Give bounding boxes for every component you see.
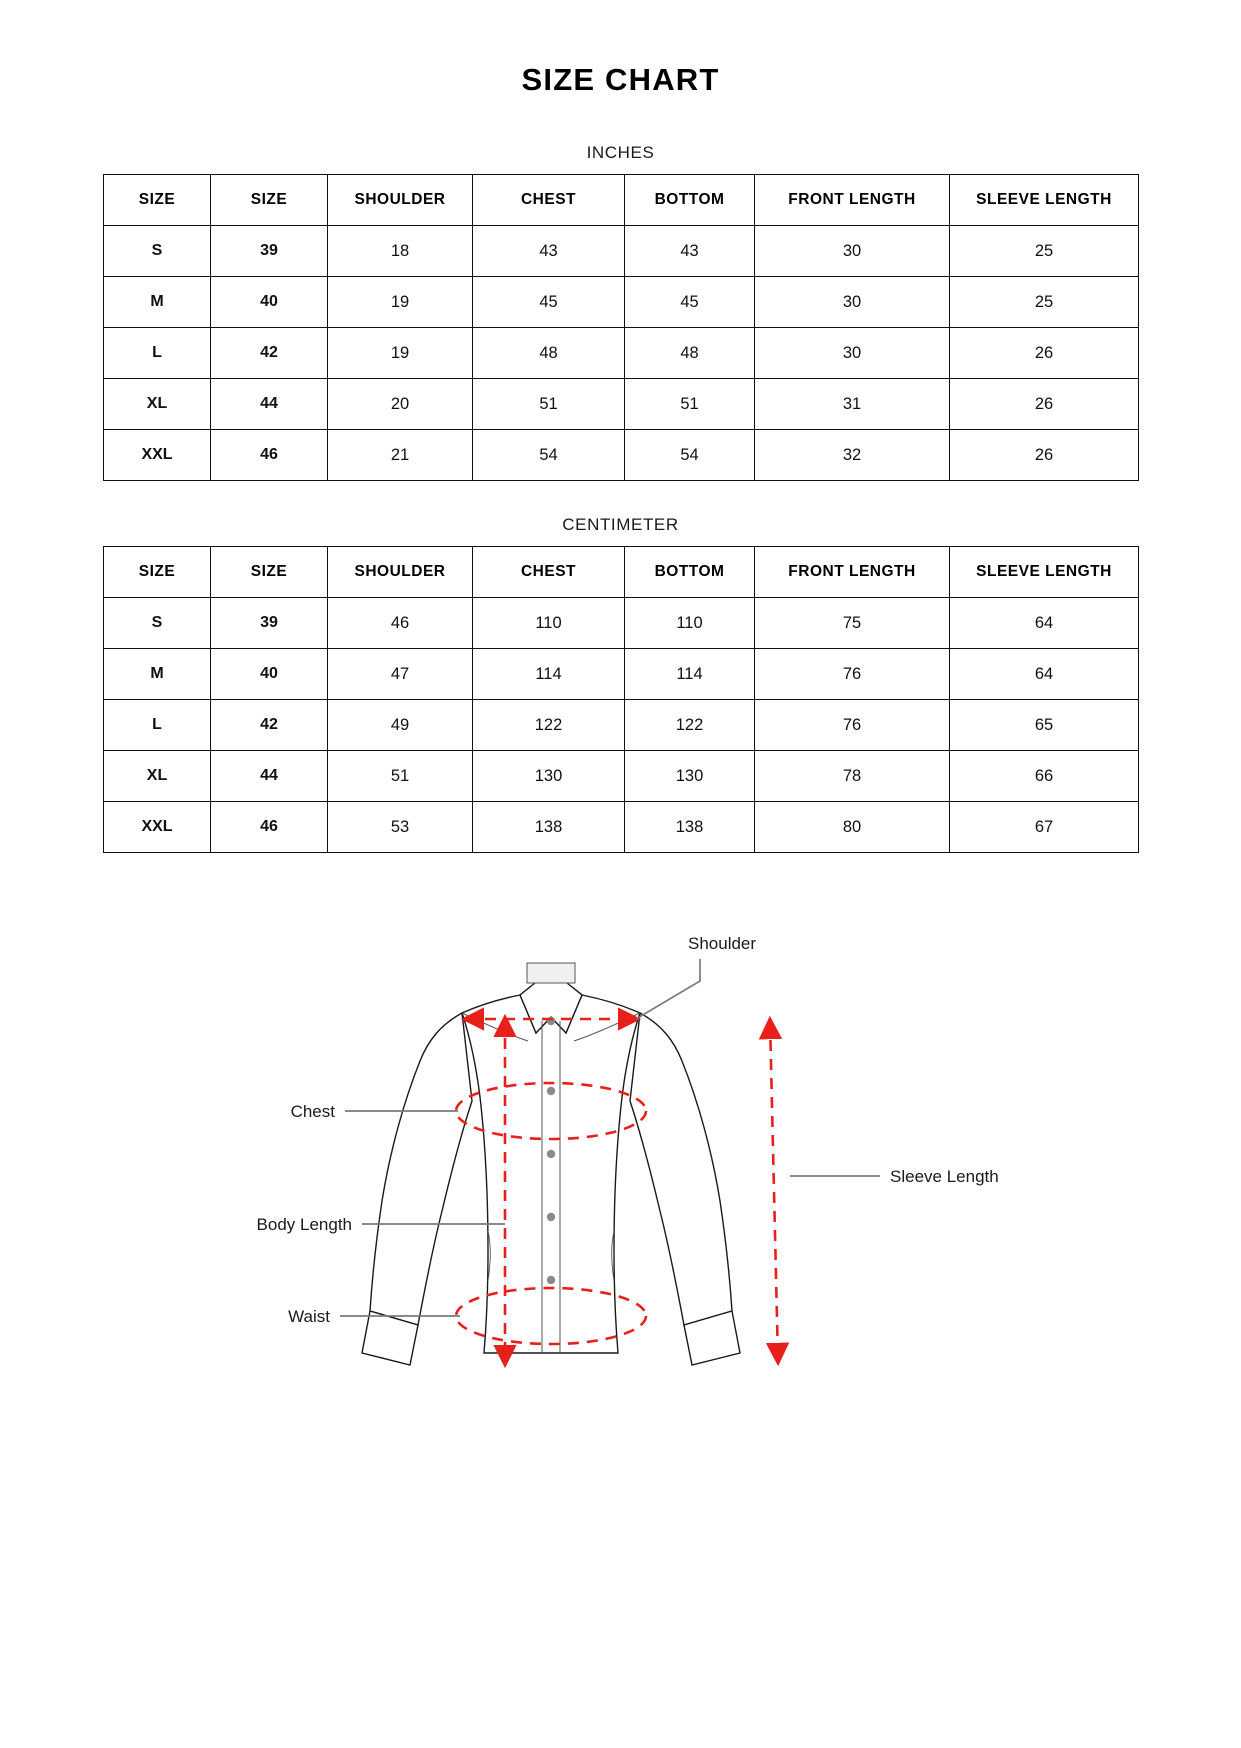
cell-chest: 114: [473, 649, 625, 700]
cell-bottom: 122: [625, 700, 755, 751]
cell-front-length: 30: [755, 277, 950, 328]
cell-chest: 48: [473, 328, 625, 379]
cell-size-number: 42: [211, 700, 328, 751]
col-header-front-length: FRONT LENGTH: [755, 547, 950, 598]
cell-bottom: 110: [625, 598, 755, 649]
cell-bottom: 51: [625, 379, 755, 430]
col-header-shoulder: SHOULDER: [328, 175, 473, 226]
table-row: [104, 328, 1139, 379]
table-header-row: [104, 547, 1139, 598]
col-header-size-letter: SIZE: [104, 175, 211, 226]
col-header-chest: CHEST: [473, 175, 625, 226]
cell-size-letter: M: [104, 649, 211, 700]
cell-bottom: 48: [625, 328, 755, 379]
unit-label-centimeter: CENTIMETER: [562, 515, 679, 534]
cell-shoulder: 49: [328, 700, 473, 751]
col-header-sleeve-length: SLEEVE LENGTH: [950, 175, 1139, 226]
cell-shoulder: 47: [328, 649, 473, 700]
col-header-size-letter: SIZE: [104, 547, 211, 598]
cell-size-number: 42: [211, 328, 328, 379]
cell-size-letter: L: [104, 328, 211, 379]
cell-chest: 51: [473, 379, 625, 430]
label-shoulder: Shoulder: [688, 934, 757, 953]
col-header-chest: CHEST: [473, 547, 625, 598]
col-header-size-number: SIZE: [211, 175, 328, 226]
cell-size-number: 40: [211, 649, 328, 700]
cell-front-length: 76: [755, 700, 950, 751]
table-row: [104, 430, 1139, 481]
cell-chest: 43: [473, 226, 625, 277]
inches-size-table: [103, 174, 1139, 481]
table-row: [104, 751, 1139, 802]
cell-sleeve-length: 26: [950, 379, 1139, 430]
cell-size-letter: M: [104, 277, 211, 328]
cell-sleeve-length: 64: [950, 649, 1139, 700]
cell-shoulder: 51: [328, 751, 473, 802]
cell-chest: 110: [473, 598, 625, 649]
col-header-sleeve-length: SLEEVE LENGTH: [950, 547, 1139, 598]
label-chest: Chest: [290, 1102, 335, 1121]
cell-bottom: 45: [625, 277, 755, 328]
table-row: [104, 700, 1139, 751]
cell-size-number: 44: [211, 751, 328, 802]
centimeter-size-table: [103, 546, 1139, 853]
cell-chest: 130: [473, 751, 625, 802]
cell-bottom: 138: [625, 802, 755, 853]
cell-size-letter: S: [104, 226, 211, 277]
cell-sleeve-length: 66: [950, 751, 1139, 802]
cell-sleeve-length: 25: [950, 226, 1139, 277]
cell-front-length: 32: [755, 430, 950, 481]
table-header-row: [104, 175, 1139, 226]
cell-shoulder: 19: [328, 277, 473, 328]
cell-shoulder: 19: [328, 328, 473, 379]
table-row: [104, 802, 1139, 853]
label-waist: Waist: [288, 1307, 330, 1326]
cell-bottom: 130: [625, 751, 755, 802]
cell-size-number: 44: [211, 379, 328, 430]
col-header-bottom: BOTTOM: [625, 175, 755, 226]
cell-bottom: 114: [625, 649, 755, 700]
cell-size-letter: S: [104, 598, 211, 649]
cell-sleeve-length: 26: [950, 328, 1139, 379]
cell-size-letter: XL: [104, 751, 211, 802]
col-header-front-length: FRONT LENGTH: [755, 175, 950, 226]
cell-shoulder: 18: [328, 226, 473, 277]
cell-size-letter: L: [104, 700, 211, 751]
col-header-size-number: SIZE: [211, 547, 328, 598]
cell-chest: 54: [473, 430, 625, 481]
cell-size-number: 46: [211, 430, 328, 481]
cell-front-length: 30: [755, 226, 950, 277]
cell-size-letter: XXL: [104, 430, 211, 481]
col-header-shoulder: SHOULDER: [328, 547, 473, 598]
cell-sleeve-length: 25: [950, 277, 1139, 328]
cell-front-length: 78: [755, 751, 950, 802]
cell-size-number: 40: [211, 277, 328, 328]
cell-sleeve-length: 64: [950, 598, 1139, 649]
cell-chest: 45: [473, 277, 625, 328]
cell-front-length: 76: [755, 649, 950, 700]
cell-bottom: 54: [625, 430, 755, 481]
table-row: [104, 226, 1139, 277]
cell-shoulder: 20: [328, 379, 473, 430]
cell-front-length: 30: [755, 328, 950, 379]
shirt-measurement-diagram: [0, 901, 1241, 1461]
page-title: SIZE CHART: [521, 62, 720, 97]
cell-size-number: 46: [211, 802, 328, 853]
cell-size-number: 39: [211, 226, 328, 277]
unit-label-inches: INCHES: [586, 143, 655, 162]
cell-bottom: 43: [625, 226, 755, 277]
cell-shoulder: 21: [328, 430, 473, 481]
centimeter-table-wrap: [103, 546, 1138, 853]
label-body-length: Body Length: [256, 1215, 352, 1234]
cell-front-length: 31: [755, 379, 950, 430]
cell-sleeve-length: 65: [950, 700, 1139, 751]
table-row: [104, 277, 1139, 328]
cell-chest: 138: [473, 802, 625, 853]
inches-table-wrap: [103, 174, 1138, 481]
sleeve-length-measure-line: [770, 1021, 778, 1361]
label-sleeve-length: Sleeve Length: [890, 1167, 999, 1186]
cell-sleeve-length: 26: [950, 430, 1139, 481]
cell-size-letter: XL: [104, 379, 211, 430]
cell-size-letter: XXL: [104, 802, 211, 853]
shoulder-leader-line: [636, 959, 700, 1019]
cell-front-length: 75: [755, 598, 950, 649]
table-row: [104, 598, 1139, 649]
cell-shoulder: 53: [328, 802, 473, 853]
col-header-bottom: BOTTOM: [625, 547, 755, 598]
cell-sleeve-length: 67: [950, 802, 1139, 853]
cell-shoulder: 46: [328, 598, 473, 649]
table-row: [104, 649, 1139, 700]
table-row: [104, 379, 1139, 430]
cell-front-length: 80: [755, 802, 950, 853]
cell-chest: 122: [473, 700, 625, 751]
cell-size-number: 39: [211, 598, 328, 649]
